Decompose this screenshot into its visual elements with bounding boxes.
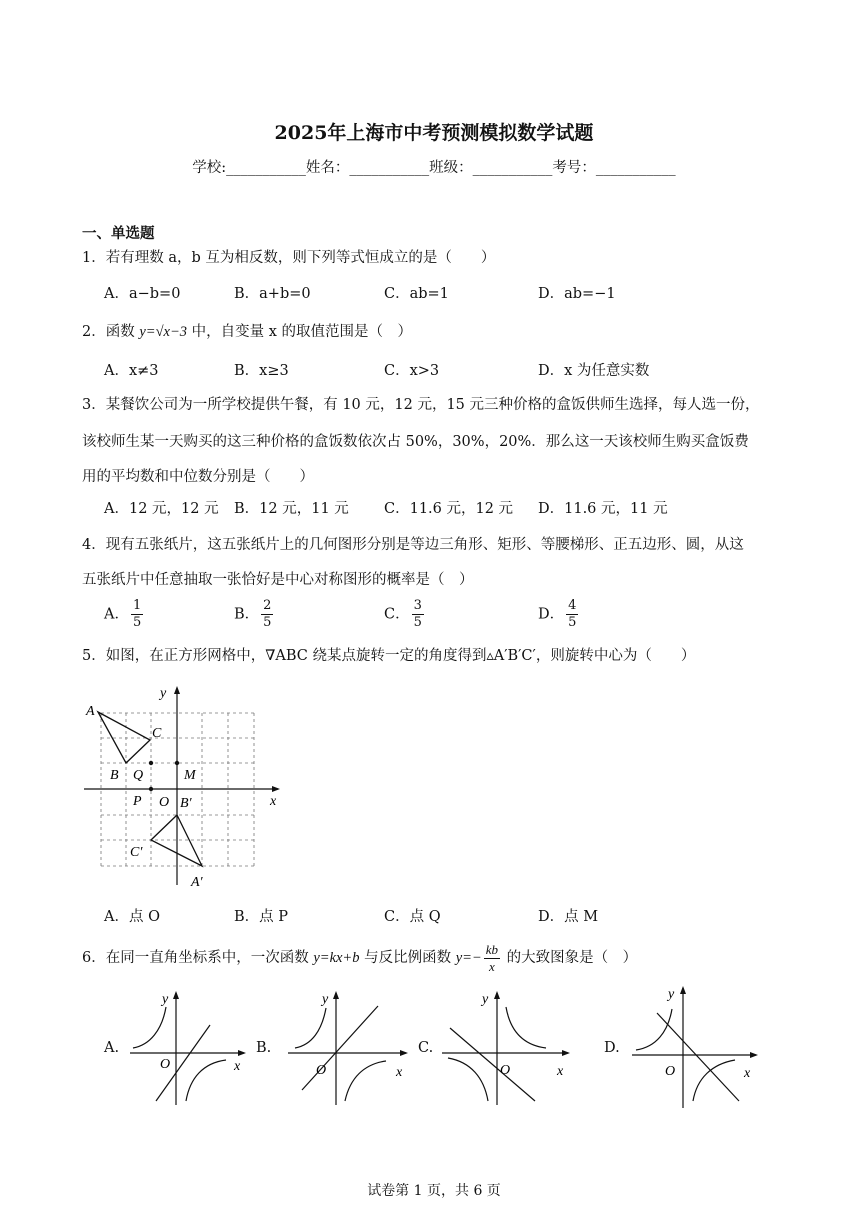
question-2-stem — [82, 314, 412, 351]
inverse-function-lhs: y=− — [455, 950, 482, 966]
point-p — [149, 787, 153, 791]
question-3-line-1: 3．某餐饮公司为一所学校提供午餐，有 10 元，12 元，15 元三种价格的盒饭供师生选择，每人选一份， — [82, 397, 760, 413]
graph-b — [282, 985, 417, 1110]
fraction: $\frac{3}{5}$ — [413, 598, 422, 630]
y-axis-arrow — [174, 686, 180, 694]
question-3-option-a: A．12 元，12 元 — [104, 501, 219, 517]
label-q: Q — [133, 768, 144, 783]
graph-c-y-label: y — [482, 992, 489, 1007]
label-c-prime: C′ — [130, 845, 143, 860]
graph-a-x-label: x — [234, 1059, 241, 1074]
graph-b-y-label: y — [322, 992, 329, 1007]
linear-function: y=kx+b — [313, 950, 360, 966]
label-b: B — [110, 768, 119, 783]
fraction: $\frac{1}{5}$ — [132, 598, 142, 630]
page-title: 2025年上海市中考预测模拟数学试题 — [274, 122, 594, 144]
graph-c-x-label: x — [557, 1064, 564, 1079]
graph-d-origin-label: O — [665, 1064, 676, 1079]
question-1-stem: 1．若有理数 a，b 互为相反数，则下列等式恒成立的是（ ） — [82, 250, 496, 266]
question-2-formula: y=√x−3 — [139, 324, 187, 340]
label-o: O — [159, 795, 170, 810]
question-6-option-d-label: D. — [604, 1040, 620, 1056]
graph-a — [125, 985, 255, 1110]
graph-b-x-label: x — [396, 1065, 403, 1080]
question-6-stem: 6．在同一直角坐标系中，一次函数 y=kx+b 与反比例函数 y=− $\frac{kb}{x}$ 的大致图象是（ ） — [82, 941, 638, 974]
inverse-function-fraction: $\frac{kb}{x}$ — [485, 941, 498, 974]
label-a-prime: A′ — [191, 875, 203, 890]
label-m: M — [184, 768, 196, 783]
x-axis-arrow — [272, 786, 280, 792]
fraction: $\frac{2}{5}$ — [263, 598, 272, 630]
label-b-prime: B′ — [180, 796, 192, 811]
question-6-option-b-label: B. — [256, 1040, 272, 1056]
point-q — [149, 761, 153, 765]
question-5-option-b: B．点 P — [234, 909, 289, 925]
question-3-option-c: C．11.6 元，12 元 — [384, 501, 514, 517]
graph-c-origin-label: O — [500, 1063, 511, 1078]
question-2-option-d: D．x 为任意实数 — [538, 363, 650, 379]
question-4-option-c: C． $\frac{3}{5}$ — [384, 598, 422, 630]
label-x: x — [270, 794, 277, 809]
question-5-stem: 5．如图，在正方形网格中，∇ABC 绕某点旋转一定的角度得到▵A′B′C′，则旋转中心为（ ） — [82, 648, 696, 664]
question-4-option-b: B． $\frac{2}{5}$ — [234, 598, 272, 630]
question-1-option-a: A．a−b=0 — [104, 286, 181, 302]
page-footer: 试卷第 1 页，共 6 页 — [367, 1183, 501, 1199]
question-5-option-c: C．点 Q — [384, 909, 441, 925]
question-1-option-c: C．ab=1 — [384, 286, 449, 302]
graph-d-x-label: x — [744, 1066, 751, 1081]
graph-c — [436, 985, 576, 1110]
student-info-line: 学校:___________姓名：___________班级：___________考号：___________ — [192, 160, 676, 176]
axes — [84, 692, 278, 885]
question-2-stem-post: 中，自变量 x 的取值范围是（ ） — [191, 324, 413, 340]
question-3-option-d: D．11.6 元，11 元 — [538, 501, 668, 517]
question-5-option-d: D．点 M — [538, 909, 599, 925]
graph-d-y-label: y — [668, 987, 675, 1002]
question-2-stem-pre: 2．函数 — [82, 324, 135, 340]
rotation-grid-figure — [80, 678, 295, 893]
question-4-line-2: 五张纸片中任意抽取一张恰好是中心对称图形的概率是（ ） — [82, 572, 474, 588]
question-4-line-1: 4．现有五张纸片，这五张纸片上的几何图形分别是等边三角形、矩形、等腰梯形、正五边形、圆，从这 — [82, 537, 744, 553]
question-2-option-b: B．x≥3 — [234, 363, 289, 379]
label-y: y — [160, 686, 167, 701]
label-p: P — [133, 794, 142, 809]
question-2-option-a: A．x≠3 — [104, 363, 159, 379]
label-c: C — [152, 726, 162, 741]
question-6-option-a-label: A. — [104, 1040, 120, 1056]
question-5-option-a: A．点 O — [104, 909, 160, 925]
question-3-line-3: 用的平均数和中位数分别是（ ） — [82, 469, 314, 485]
question-1-option-d: D．ab=−1 — [538, 286, 616, 302]
graph-b-origin-label: O — [316, 1063, 327, 1078]
question-6-option-c-label: C. — [418, 1040, 434, 1056]
triangle-abc — [98, 712, 150, 763]
fraction: $\frac{4}{5}$ — [568, 598, 577, 630]
graph-d — [625, 980, 765, 1110]
graph-a-y-label: y — [162, 992, 169, 1007]
question-1-option-b: B．a+b=0 — [234, 286, 311, 302]
point-m — [175, 761, 179, 765]
graph-a-origin-label: O — [160, 1057, 171, 1072]
question-3-option-b: B．12 元，11 元 — [234, 501, 349, 517]
question-4-option-a: A． $\frac{1}{5}$ — [104, 598, 142, 630]
question-2-option-c: C．x>3 — [384, 363, 440, 379]
question-3-line-2: 该校师生某一天购买的这三种价格的盒饭数依次占 50%，30%，20%．那么这一天该校师生购买盒饭费 — [82, 434, 749, 450]
question-4-option-d: D． $\frac{4}{5}$ — [538, 598, 577, 630]
label-a: A — [86, 704, 95, 719]
section-heading: 一、单选题 — [82, 225, 155, 242]
